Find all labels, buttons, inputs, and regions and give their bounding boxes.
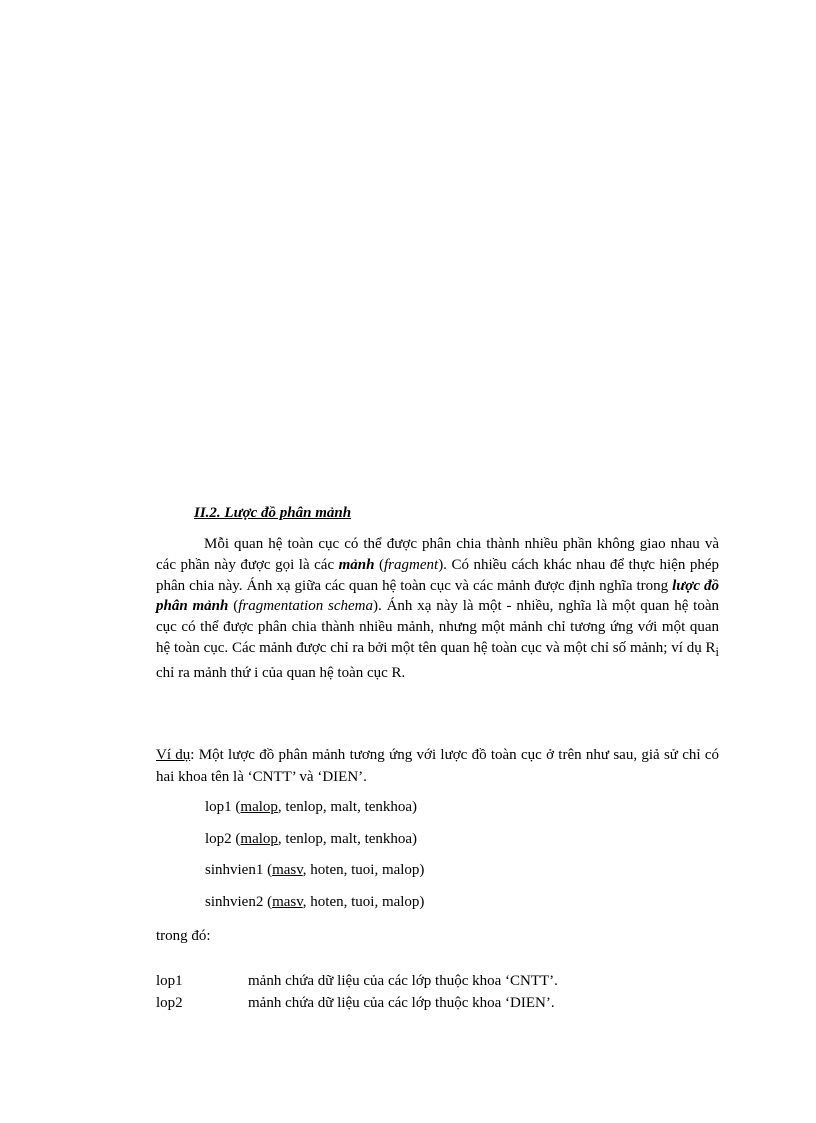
para-text-5: ). Ánh xạ này là một - nhiều, nghĩa là một quan hệ toàn cục có thể được phân chia thành nhiều mảnh, nhưng một mảnh chỉ tương ứng với một quan hệ toàn cục. Các mảnh được chỉ ra bởi một tên quan hệ toàn cục và một chỉ số mảnh; ví dụ R	[156, 598, 720, 656]
schema-line	[205, 894, 424, 911]
definition-desc: mảnh chứa dữ liệu của các lớp thuộc khoa ‘DIEN’.	[248, 995, 555, 1011]
term-fragmentation-schema-en: fragmentation schema	[238, 598, 374, 615]
definition-row	[156, 973, 558, 990]
para-text-6: chỉ ra mảnh thứ i của quan hệ toàn cục R.	[156, 664, 406, 681]
definition-row	[156, 995, 555, 1012]
example-paragraph	[156, 744, 719, 788]
example-text: : Một lược đồ phân mảnh tương ứng với lược đồ toàn cục ở trên như sau, giả sử chỉ có hai khoa tên là ‘CNTT’ và ‘DIEN’.	[156, 747, 720, 785]
term-fragment-vi: mảnh	[338, 556, 375, 573]
schema-line	[205, 862, 424, 879]
schema-attributes: , hoten, tuoi, malop)	[302, 894, 425, 910]
definition-term: lop2	[156, 995, 183, 1011]
para-text-4: (	[228, 598, 239, 615]
term-fragment-en: fragment	[384, 556, 439, 573]
term-fragmentation-schema-vi: lược đồ phân mảnh	[156, 577, 719, 615]
fragmentation-paragraph	[156, 534, 719, 684]
schema-attributes: , tenlop, malt, tenkhoa)	[277, 831, 418, 847]
example-label: Ví dụ	[156, 747, 191, 763]
schema-key: masv	[272, 894, 303, 910]
para-text-1: Mỗi quan hệ toàn cục có thể được phân chia thành nhiều phần không giao nhau và các phần này được gọi là các	[156, 536, 719, 573]
schema-attributes: , hoten, tuoi, malop)	[302, 862, 425, 878]
schema-name: sinhvien2 (	[205, 894, 273, 910]
para-text-3: ). Có nhiều cách khác nhau để thực hiện phép phân chia này. Ánh xạ giữa các quan hệ toàn cục và các mảnh được định nghĩa trong	[156, 556, 719, 594]
schema-name: lop1 (	[205, 799, 241, 815]
schema-line	[205, 799, 417, 816]
schema-name: sinhvien1 (	[205, 862, 273, 878]
trong-do-label: trong đó:	[156, 928, 211, 944]
para-text-2: (	[374, 556, 385, 573]
schema-key: malop	[240, 831, 278, 847]
section-heading: II.2. Lược đồ phân mảnh	[194, 505, 352, 521]
definition-term: lop1	[156, 973, 183, 989]
fragment-index-subscript: i	[715, 644, 719, 659]
schema-name: lop2 (	[205, 831, 241, 847]
schema-key: masv	[272, 862, 303, 878]
schema-key: malop	[240, 799, 278, 815]
schema-line	[205, 831, 417, 848]
definition-desc: mảnh chứa dữ liệu của các lớp thuộc khoa ‘CNTT’.	[248, 973, 558, 989]
schema-attributes: , tenlop, malt, tenkhoa)	[277, 799, 418, 815]
